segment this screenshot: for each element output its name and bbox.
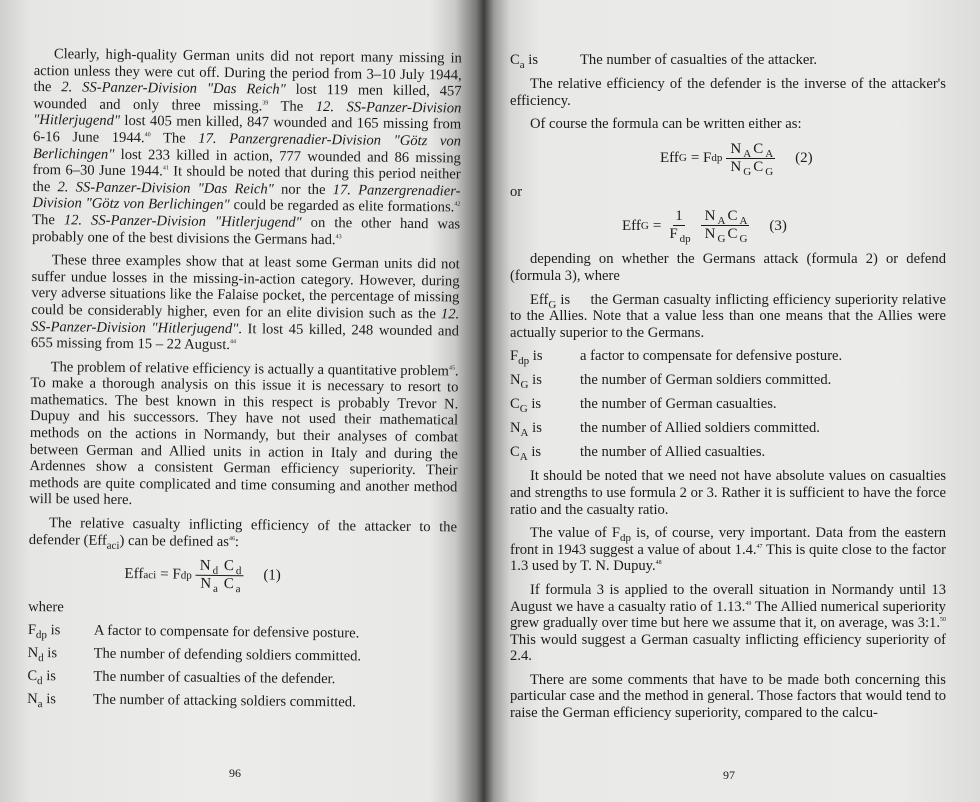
definition-row: $C_A$ is the number of Allied casualties.	[510, 444, 766, 464]
definition-row: $F_{dp}$ is a factor to compensate for defensive posture.	[510, 348, 843, 368]
page-number-left: 96	[229, 766, 241, 780]
paragraph-3: depending on whether the Germans attack (formula 2) or defend (formula 3), where	[510, 251, 946, 284]
or-label: or	[510, 183, 523, 200]
paragraph-4: The relative casualty inflicting efficiency of the attacker to the defender (Eff$_{aci}$) can be defined $as^{46}$:	[28, 515, 458, 552]
left-page-text	[27, 46, 462, 718]
formula-1: Eff aci = F dp $\frac{N _d C _d}{N _a C _a}$ (1)	[124, 557, 281, 596]
paragraph-5: It should be noted that we need not have absolute values on casualties and strengths to use formula 2 or 3. Rather it is sufficient to have the force ratio and the casualty ratio.	[510, 468, 946, 518]
paragraph-1: Clearly, high-quality German units did not report many missing in action unless they were cut off. During the period from 3–10 July 1944, the 2. SS-Panzer-Division "Das Reich" lost 119 men killed, 457 wounded and only three missing.$^{39}$ The 12. SS-Panzer-Division "Hitlerjugend" lost 405 men killed, 847 wounded and 165 missing from 6-16 June 1944.40 The 17. Panzergrenadier-Division "Götz von Berlichingen" lost 233 killed in action, 777 wounded and 86 missing from 6–30 June 1944.41 It should be noted that during this period neither the 2. SS-Panzer-Division "Das Reich" nor the 17. Panzergrenadier-Division "Götz von Berlichingen" could be regarded as elite formations.$^{42}$ The 12. SS-Panzer-Division "Hitlerjugend" on the other hand was probably one of the best divisions the Germans had.$^{43}$	[31, 46, 462, 248]
paragraph-8: There are some comments that have to be made both concerning this particular case and the method in general. Those factors that would tend to raise the German efficiency superiority, compared to the calcu-	[510, 671, 946, 722]
right-page-text	[510, 52, 946, 729]
page-number-right: 97	[723, 768, 735, 782]
paragraph-7: If formula 3 is applied to the overall situation in Normandy until 13 August we have a casualty ratio of 1.13.49 The Allied numerical superiority grew gradually over time but here we assume that it, on average, was 3:1.50 This would suggest a German casualty inflicting efficiency superiority of 2.4.	[510, 581, 946, 665]
formula-3: Eff G = $\frac{1}{F _{dp}}$ $\frac{N _A C _A}{N _G C _G}$ (3)	[622, 208, 787, 246]
definition-row: $C_d$ is The number of casualties of the defender.	[27, 667, 336, 688]
paragraph-2: Of course the formula can be written either as:	[530, 116, 802, 133]
left-page	[0, 0, 480, 802]
definition-row: $C_G$ is the number of German casualties.	[510, 396, 777, 416]
paragraph-1: The relative efficiency of the defender is the inverse of the attacker's efficiency.	[510, 76, 946, 109]
where-label: where	[28, 599, 64, 616]
formula-1-fraction: $\frac{N _d C _d}{N _a C _a}$	[196, 558, 244, 593]
definition-row: $N_d$ is The number of defending soldiers committed.	[27, 644, 362, 665]
paragraph-4: Eff$_G$ is the German casualty inflicting efficiency superiority relative to the Allies. Note that a value less than one means that the Allies were actually superior to the Germans.	[510, 291, 946, 341]
paragraph-3: The problem of relative efficiency is actually a quantitative problem$^{45}$. To make a thorough analysis on this issue it is necessary to resort to mathematics. The best known in this respect is probably Trevor N. Dupuy and his successors. They have not used their mathematical methods on the actions in Normandy, but their analyses of combat between German and Allied units in action in Italy and during the Ardennes show a consistent German efficiency superiority. Their methods are quite complicated and time consuming and another method will be used here.	[29, 358, 459, 509]
definition-row: $N_G$ is the number of German soldiers committed.	[510, 372, 832, 392]
definition-row: $N_A$ is the number of Allied soldiers committed.	[510, 420, 820, 440]
formula-3-fraction: $\frac{N _A C _A}{N _G C _G}$	[701, 208, 750, 243]
formula-3-factor: $\frac{1}{F _{dp}}$	[669, 208, 691, 246]
definition-row: $C_a$ is The number of casualties of the attacker.	[510, 52, 818, 71]
definition-row: $F_{dp}$ is A factor to compensate for defensive posture.	[27, 621, 360, 642]
definition-row: $N_a$ is The number of attacking soldiers committed.	[27, 690, 356, 711]
paragraph-6: The value of $F_{dp}$ is, of course, very important. Data from the eastern front in 1943 suggest a value of about 1.4.47 This is quite close to the factor 1.3 used by T. N. Dupuy.$^{48}$	[510, 525, 947, 575]
paragraph-2: These three examples show that at least some German units did not suffer undue losses in the missing-in-action category. However, during very adverse situations like the Falaise pocket, the percentage of missing could be considerably higher, even for an elite division such as the 12. SS-Panzer-Division "Hitlerjugend". It lost 45 killed, 248 wounded and 655 missing from 15 – 22 August.$^{44}$	[30, 252, 460, 354]
formula-2: Eff G = F dp $\frac{N _A C _A}{N _G C _G}$ (2)	[660, 140, 813, 178]
right-page	[484, 0, 980, 802]
formula-2-fraction: $\frac{N _A C _A}{N _G C _G}$	[726, 141, 775, 176]
